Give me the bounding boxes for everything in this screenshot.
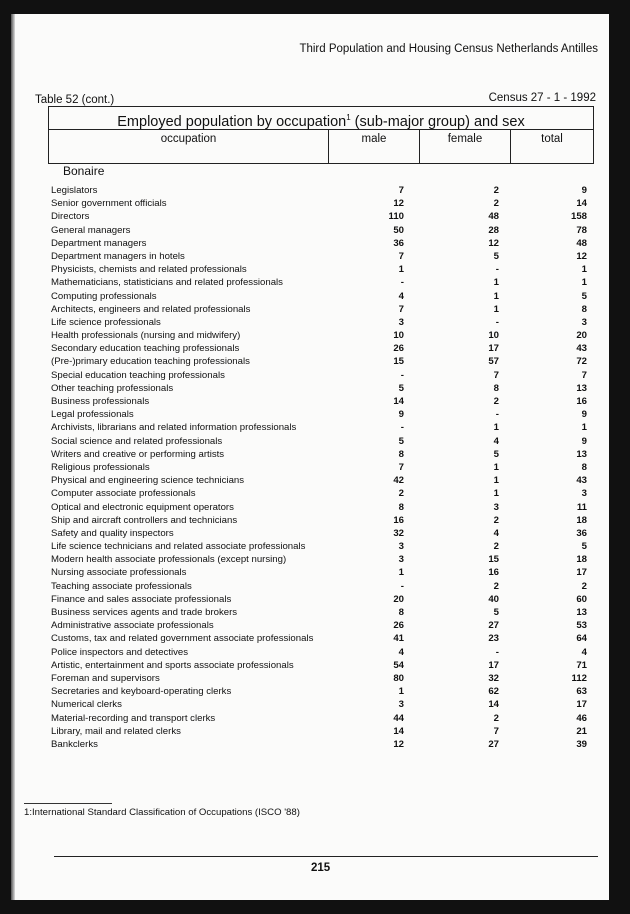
table-row [51,501,591,514]
occupation-cell: Business services agents and trade brokers [51,607,238,618]
male-cell: 7 [398,461,404,473]
footnote-mark: 1 [346,113,351,122]
occupation-cell: Numerical clerks [51,699,122,711]
female-cell: 5 [493,250,499,262]
male-cell: 4 [398,290,404,302]
female-cell: 27 [488,620,499,632]
table-row [51,566,591,579]
female-cell: 2 [493,580,499,592]
table-row [51,329,591,342]
occupation-cell: Social science and related professionals [51,435,223,447]
occupation-cell: Other teaching professionals [51,382,174,394]
table-title-rest: (sub-major group) and sex [350,113,525,130]
table-row [51,316,591,329]
male-cell: 110 [388,211,404,223]
total-cell: 17 [576,567,587,579]
male-cell: 12 [393,198,404,210]
male-cell: 3 [398,699,404,711]
total-cell: 21 [576,725,587,737]
table-row [51,646,591,659]
occupation-cell: Nursing associate professionals [51,567,187,579]
total-cell: 46 [576,712,587,724]
male-cell: 5 [398,435,404,447]
male-cell: - [400,277,404,289]
male-cell: 14 [393,725,404,737]
total-cell: 9 [581,435,587,447]
occupation-cell: Finance and sales associate professionals [51,593,232,605]
total-cell: 3 [581,488,587,500]
table-row [51,672,591,685]
female-cell: - [495,316,499,328]
total-cell: 43 [576,475,587,487]
occupation-cell: Customs, tax and related government associate professionals [51,633,314,645]
total-cell: 17 [576,699,587,711]
column-header-female: female [420,130,511,164]
occupation-cell: Secretaries and keyboard-operating clerks [51,686,232,698]
female-cell: 12 [488,237,499,249]
total-cell: 1 [581,264,587,276]
female-cell: 28 [488,224,499,236]
total-cell: 18 [576,514,587,526]
male-cell: 41 [393,633,404,645]
total-cell: 78 [576,224,587,236]
occupation-cell: Computing professionals [51,290,157,302]
male-cell: - [400,369,404,381]
table-row [51,487,591,500]
occupation-cell: Special education teaching professionals [51,369,225,381]
occupation-cell: Religious professionals [51,461,150,473]
total-cell: 39 [576,738,587,750]
table-label: Table 52 (cont.) [35,94,115,106]
occupation-cell: Secondary education teaching professionals [51,343,240,355]
table-row [51,224,591,237]
occupation-cell: Life science technicians and related associate professionals [51,541,306,553]
female-cell: 2 [493,185,499,196]
female-cell: 48 [488,211,499,223]
female-cell: 7 [493,369,499,381]
female-cell: 17 [488,659,499,671]
table-row [51,580,591,593]
occupation-cell: General managers [51,224,131,236]
table-row [51,619,591,632]
table-row [51,632,591,645]
total-cell: 12 [576,250,587,262]
occupation-cell: Administrative associate professionals [51,620,214,632]
male-cell: 1 [398,264,404,276]
table-row [51,237,591,250]
table-row [51,355,591,368]
male-cell: 3 [398,541,404,553]
total-cell: 8 [581,461,587,473]
occupation-cell: Computer associate professionals [51,488,196,500]
page-binding-shadow [11,14,15,900]
male-cell: 8 [398,501,404,513]
male-cell: 3 [398,316,404,328]
male-cell: 20 [393,593,404,605]
occupation-cell: Material-recording and transport clerks [51,712,216,724]
female-cell: 23 [488,633,499,645]
occupation-cell: Library, mail and related clerks [51,725,181,737]
occupation-cell: Optical and electronic equipment operators [51,501,234,513]
occupation-cell: Department managers in hotels [51,250,185,262]
table-row [51,553,591,566]
total-cell: 14 [576,198,587,210]
occupation-cell: Business professionals [51,396,150,407]
female-cell: 57 [488,356,499,368]
male-cell: 1 [398,567,404,579]
female-cell: 10 [488,330,499,342]
male-cell: 7 [398,250,404,262]
occupation-cell: Life science professionals [51,316,161,328]
total-cell: 16 [576,396,587,407]
total-cell: 9 [581,185,587,196]
table-row [51,593,591,606]
table-row [51,197,591,210]
male-cell: 50 [393,224,404,236]
male-cell: 2 [398,488,404,500]
male-cell: 36 [393,237,404,249]
table-row [51,514,591,527]
occupation-cell: Architects, engineers and related professionals [51,303,251,315]
female-cell: 2 [493,712,499,724]
table-row [51,184,591,197]
female-cell: 4 [493,527,499,539]
occupation-cell: Physical and engineering science technicians [51,475,245,487]
occupation-cell: Foreman and supervisors [51,672,160,684]
female-cell: 1 [493,290,499,302]
total-cell: 60 [576,593,587,605]
female-cell: 62 [488,686,499,698]
total-cell: 2 [581,580,587,592]
male-cell: 7 [398,185,404,196]
total-cell: 13 [576,607,587,618]
table-row [51,290,591,303]
column-header-total: total [541,133,563,145]
document-page [11,14,609,900]
female-cell: - [495,409,499,421]
total-cell: 64 [576,633,587,645]
occupation-cell: Police inspectors and detectives [51,646,189,658]
table-row [51,342,591,355]
male-cell: 54 [393,659,404,671]
total-cell: 13 [576,448,587,460]
table-row [51,250,591,263]
total-cell: 36 [576,527,587,539]
male-cell: 9 [398,409,404,421]
male-cell: 10 [393,330,404,342]
table-row [51,712,591,725]
occupation-cell: Writers and creative or performing artists [51,448,225,460]
female-cell: 2 [493,514,499,526]
region-heading: Bonaire [63,164,105,178]
table-title-main: Employed population by occupation [117,113,347,130]
occupation-cell: Modern health associate professionals (except nursing) [51,554,287,566]
total-cell: 11 [576,501,587,513]
female-cell: 1 [493,422,499,434]
female-cell: 2 [493,396,499,407]
male-cell: 8 [398,448,404,460]
occupation-cell: Legislators [51,185,98,196]
female-cell: 4 [493,435,499,447]
female-cell: - [495,264,499,276]
column-header-male: male [329,130,420,164]
total-cell: 18 [576,554,587,566]
female-cell: 15 [488,554,499,566]
male-cell: 26 [393,620,404,632]
total-cell: 13 [576,382,587,394]
total-cell: 158 [570,211,587,223]
male-cell: 5 [398,382,404,394]
female-cell: 27 [488,738,499,750]
occupation-cell: Health professionals (nursing and midwifery) [51,330,241,342]
male-cell: 32 [393,527,404,539]
female-cell: 16 [488,567,499,579]
table-row [51,659,591,672]
occupation-cell: Mathematicians, statisticians and related professionals [51,277,283,289]
female-cell: 8 [493,382,499,394]
total-cell: 53 [576,620,587,632]
table-title [49,107,593,130]
occupation-cell: Teaching associate professionals [51,580,192,592]
female-cell: 1 [493,461,499,473]
table-row [51,408,591,421]
table-row [51,685,591,698]
female-cell: - [495,646,499,658]
total-cell: 43 [576,343,587,355]
male-cell: - [400,580,404,592]
male-cell: 44 [393,712,404,724]
table-row [51,540,591,553]
male-cell: 15 [393,356,404,368]
total-cell: 1 [581,277,587,289]
male-cell: 26 [393,343,404,355]
column-header-occupation: occupation [49,130,329,164]
total-cell: 3 [581,316,587,328]
male-cell: 16 [393,514,404,526]
female-cell: 2 [493,198,499,210]
total-cell: 48 [576,237,587,249]
table-row [51,435,591,448]
female-cell: 3 [493,501,499,513]
occupation-cell: Bankclerks [51,738,98,750]
occupation-cell: Legal professionals [51,409,134,421]
table-row [51,698,591,711]
female-cell: 1 [493,277,499,289]
table-row [51,461,591,474]
occupation-cell: Archivists, librarians and related information professionals [51,422,297,434]
female-cell: 40 [488,593,499,605]
total-cell: 112 [571,672,587,684]
female-cell: 32 [488,672,499,684]
male-cell: 14 [393,396,404,407]
male-cell: 42 [393,475,404,487]
total-cell: 1 [581,422,587,434]
female-cell: 1 [493,488,499,500]
table-row [51,395,591,408]
occupation-cell: (Pre-)primary education teaching professionals [51,356,250,368]
female-cell: 5 [493,607,499,618]
total-cell: 7 [581,369,587,381]
table-row [51,382,591,395]
female-cell: 5 [493,448,499,460]
footnote-divider [24,803,112,804]
total-cell: 8 [581,303,587,315]
female-cell: 2 [493,541,499,553]
page-number: 215 [311,862,331,874]
table-row [51,474,591,487]
total-cell: 5 [581,541,587,553]
total-cell: 4 [581,646,587,658]
column-headers [49,130,593,164]
female-cell: 1 [493,303,499,315]
total-cell: 72 [576,356,587,368]
occupation-cell: Senior government officials [51,198,167,210]
census-date: Census 27 - 1 - 1992 [488,92,596,104]
table-row [51,448,591,461]
male-cell: - [400,422,404,434]
occupation-cell: Department managers [51,237,147,249]
female-cell: 17 [488,343,499,355]
male-cell: 7 [398,303,404,315]
total-cell: 5 [581,290,587,302]
table-row [51,369,591,382]
footer-divider [54,856,598,857]
occupation-cell: Physicists, chemists and related professionals [51,264,247,276]
table-header-frame [48,106,594,164]
table-row [51,276,591,289]
occupation-cell: Artistic, entertainment and sports associate professionals [51,659,294,671]
male-cell: 12 [393,738,404,750]
footnote: 1:International Standard Classification of Occupations (ISCO '88) [24,807,300,818]
total-cell: 71 [576,659,587,671]
total-cell: 20 [576,330,587,342]
table-row [51,527,591,540]
total-cell: 9 [581,409,587,421]
running-head: Third Population and Housing Census Netherlands Antilles [299,43,598,55]
occupation-cell: Directors [51,211,90,223]
table-row [51,725,591,738]
table-row [51,263,591,276]
female-cell: 7 [493,725,499,737]
male-cell: 1 [398,686,404,698]
table-row [51,421,591,434]
female-cell: 1 [493,475,499,487]
male-cell: 3 [398,554,404,566]
male-cell: 4 [398,646,404,658]
male-cell: 80 [393,672,404,684]
table-body [51,184,591,751]
table-row [51,606,591,619]
female-cell: 14 [488,699,499,711]
occupation-cell: Ship and aircraft controllers and technicians [51,514,238,526]
occupation-cell: Safety and quality inspectors [51,527,174,539]
table-row [51,738,591,751]
male-cell: 8 [398,607,404,618]
table-row [51,210,591,223]
table-row [51,303,591,316]
total-cell: 63 [576,686,587,698]
